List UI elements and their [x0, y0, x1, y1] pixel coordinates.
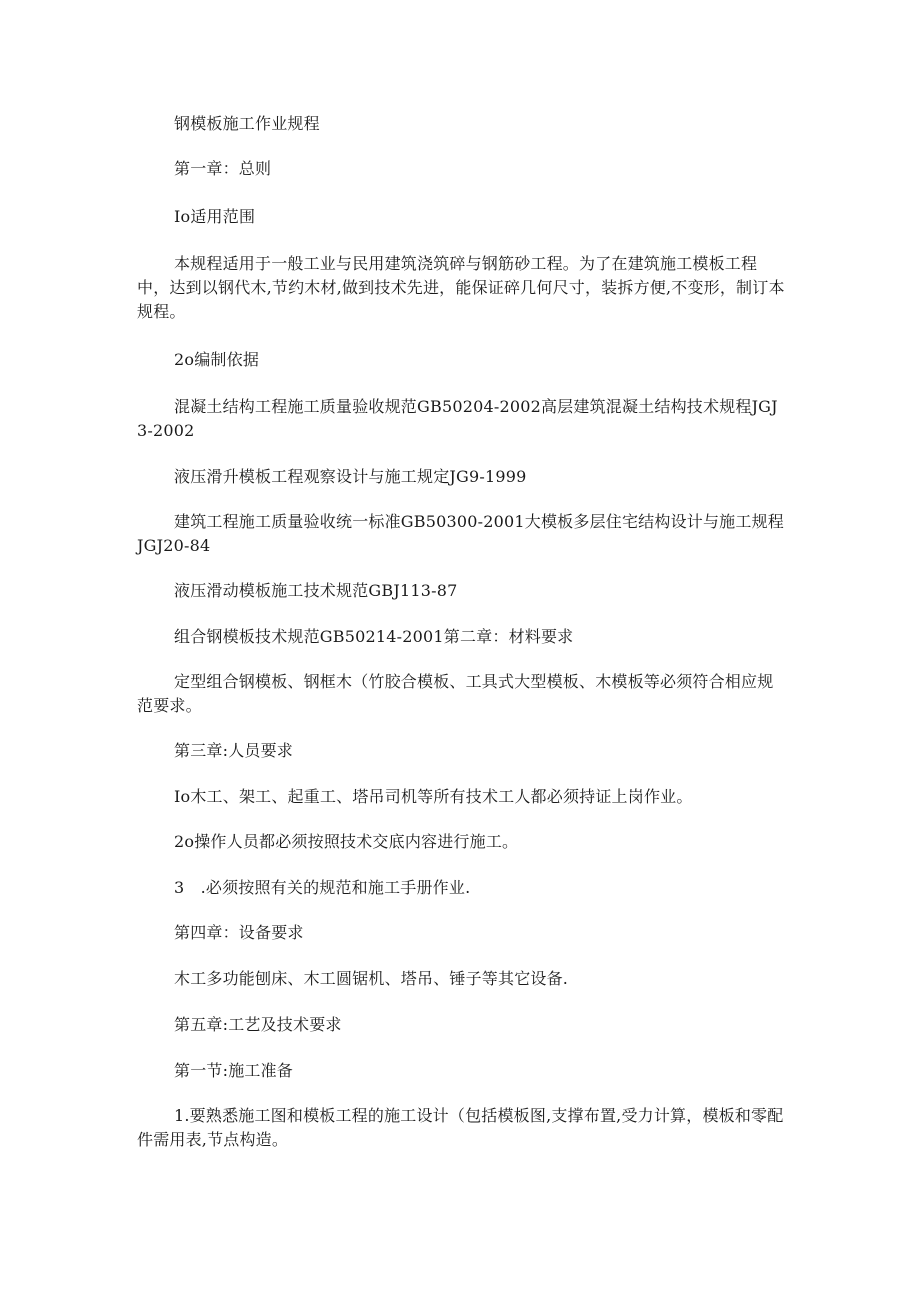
body-paragraph: 液压滑动模板施工技术规范GBJ113-87 [174, 581, 458, 600]
body-paragraph: 液压滑升模板工程观察设计与施工规定JG9-1999 [174, 467, 527, 486]
section-heading: 2o编制依据 [174, 350, 260, 369]
body-paragraph: 建筑工程施工质量验收统一标准GB50300-2001大模板多层住宅结构设计与施工规程JGJ20-84 [137, 512, 784, 555]
body-paragraph: 定型组合钢模板、钢框木（竹胶合模板、工具式大型模板、木模板等必须符合相应规范要求。 [137, 672, 774, 715]
body-paragraph: 木工多功能刨床、木工圆锯机、塔吊、锤子等其它设备. [174, 969, 569, 988]
body-paragraph: 2o操作人员都必须按照技术交底内容进行施工。 [174, 832, 519, 851]
chapter-heading: 第三章:人员要求 [174, 741, 293, 760]
body-paragraph: 1.要熟悉施工图和模板工程的施工设计（包括模板图,支撑布置,受力计算，模板和零配件需用表,节点构造。 [137, 1106, 784, 1149]
chapter-heading: 第一章：总则 [174, 159, 272, 178]
body-paragraph: 混凝土结构工程施工质量验收规范GB50204-2002高层建筑混凝土结构技术规程JGJ3-2002 [137, 397, 778, 440]
section-heading: Io适用范围 [174, 207, 256, 226]
body-paragraph: 组合钢模板技术规范GB50214-2001第二章：材料要求 [174, 627, 574, 646]
section-heading: 第一节:施工准备 [174, 1061, 293, 1080]
body-paragraph: 3 .必须按照有关的规范和施工手册作业. [174, 878, 471, 897]
document-title: 钢模板施工作业规程 [174, 114, 320, 133]
body-paragraph: 本规程适用于一般工业与民用建筑浇筑碎与钢筋砂工程。为了在建筑施工模板工程中，达到以钢代木,节约木材,做到技术先进，能保证碎几何尺寸，装拆方便,不变形，制订本规程。 [137, 254, 785, 321]
body-paragraph: Io木工、架工、起重工、塔吊司机等所有技术工人都必须持证上岗作业。 [174, 787, 693, 806]
chapter-heading: 第五章:工艺及技术要求 [174, 1015, 342, 1034]
chapter-heading: 第四章：设备要求 [174, 923, 304, 942]
